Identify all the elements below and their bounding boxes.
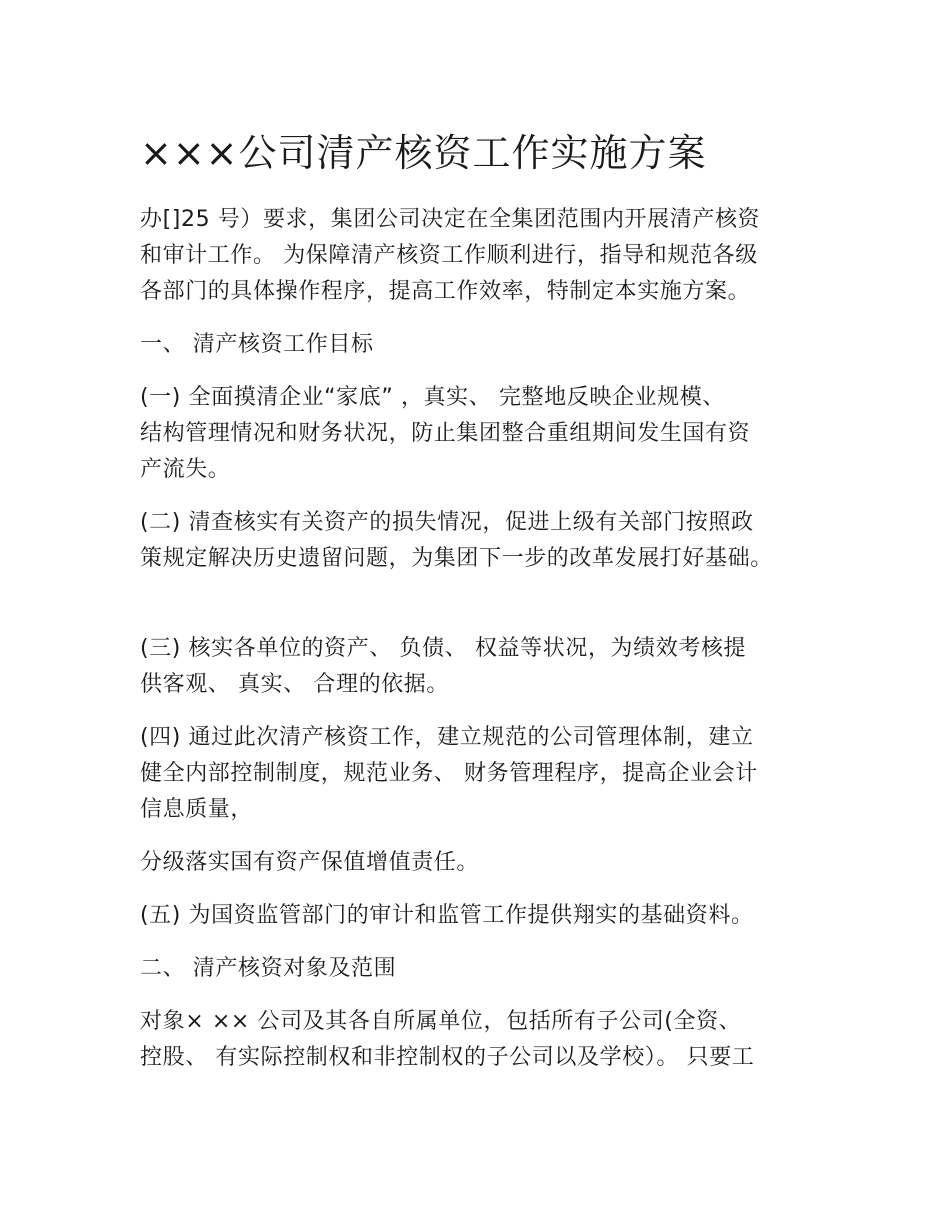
text-line: (一) 全面摸清企业“家底” ，真实、 完整地反映企业规模、 xyxy=(140,385,725,410)
goal-item-4-continued xyxy=(140,845,830,881)
goal-item-5 xyxy=(140,898,830,934)
text-line: (三) 核实各单位的资产、 负债、 权益等状况，为绩效考核提 xyxy=(140,636,747,661)
goal-item-3 xyxy=(140,631,830,703)
text-line: 分级落实国有资产保值增值责任。 xyxy=(140,850,480,875)
goal-item-1 xyxy=(140,380,830,488)
goal-item-4 xyxy=(140,720,830,828)
text-line: 对象× ×× 公司及其各自所属单位，包括所有子公司(全资、 xyxy=(140,1009,742,1034)
scope-paragraph xyxy=(140,1004,830,1076)
goal-item-2 xyxy=(140,505,830,577)
section-heading-1 xyxy=(140,327,830,363)
text-line: 信息质量， xyxy=(140,797,254,822)
text-line: 二、 清产核资对象及范围 xyxy=(140,956,397,981)
text-line: (四) 通过此次清产核资工作，建立规范的公司管理体制，建立 xyxy=(140,725,754,750)
text-line: 一、 清产核资工作目标 xyxy=(140,332,374,357)
text-line: 供客观、 真实、 合理的依据。 xyxy=(140,672,449,697)
text-line: (二) 清查核实有关资产的损失情况，促进上级有关部门按照政 xyxy=(140,510,754,535)
text-line: 各部门的具体操作程序，提高工作效率，特制定本实施方案。 xyxy=(140,279,751,304)
text-line: 结构管理情况和财务状况，防止集团整合重组期间发生国有资 xyxy=(140,421,751,446)
document-page xyxy=(140,128,830,1093)
text-line: 策规定解决历史遗留问题，为集团下一步的改革发展打好基础。 xyxy=(140,546,773,571)
section-heading-2 xyxy=(140,951,830,987)
text-line: 控股、 有实际控制权和非控制权的子公司以及学校）。 只要工 xyxy=(140,1045,755,1070)
intro-paragraph xyxy=(140,202,830,310)
text-line: 产流失。 xyxy=(140,457,231,482)
document-title: ×××公司清产核资工作实施方案 xyxy=(140,131,707,175)
text-line: 健全内部控制制度，规范业务、 财务管理程序，提高企业会计 xyxy=(140,761,758,786)
text-line: 办[]25 号）要求，集团公司决定在全集团范围内开展清产核资 xyxy=(140,207,761,232)
text-line: 和审计工作。 为保障清产核资工作顺利进行，指导和规范各级 xyxy=(140,243,758,268)
text-line: (五) 为国资监管部门的审计和监管工作提供翔实的基础资料。 xyxy=(140,903,754,928)
